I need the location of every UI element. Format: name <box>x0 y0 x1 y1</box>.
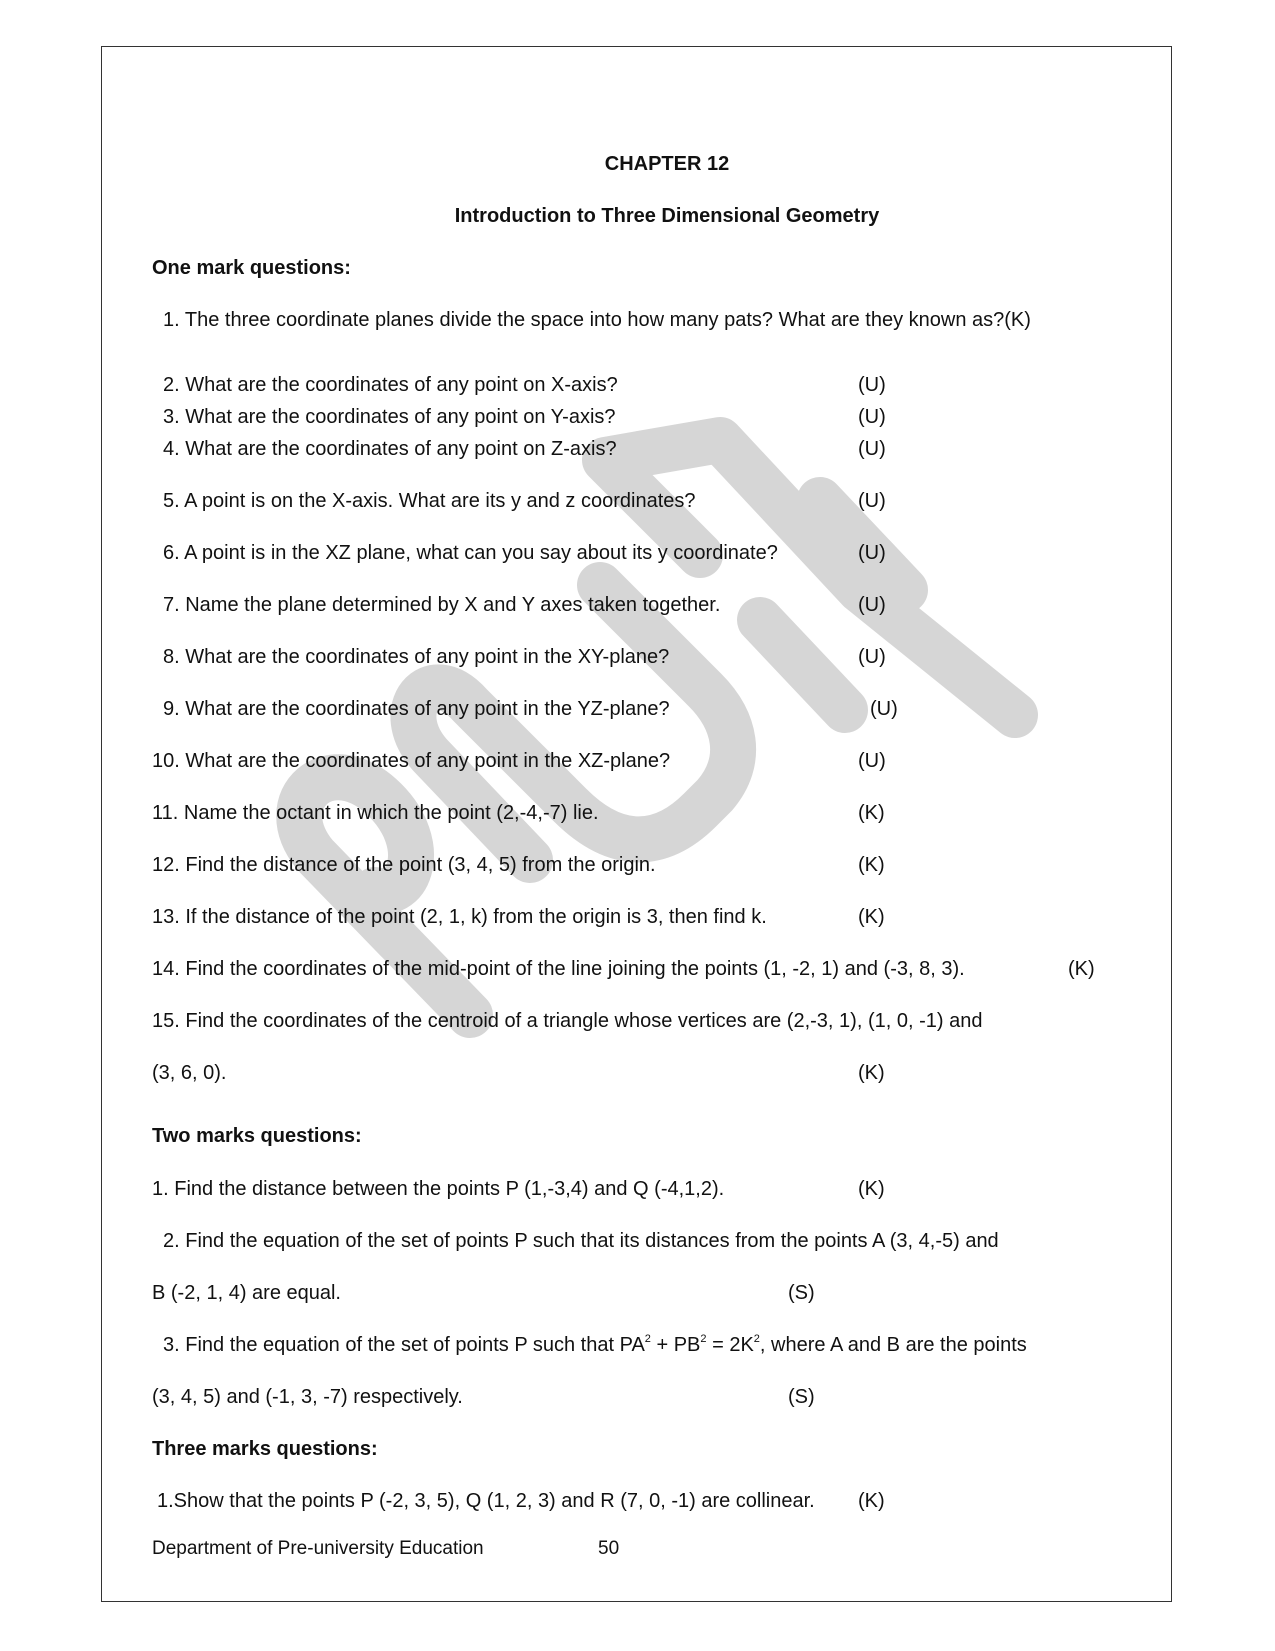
one-mark-question: 11. Name the octant in which the point (2,-4,-7) lie. <box>152 802 599 824</box>
one-mark-question: 3. What are the coordinates of any point on Y-axis? <box>163 406 616 428</box>
two-mark-question-1: 1. Find the distance between the points P (1,-3,4) and Q (-4,1,2). <box>152 1178 725 1200</box>
two-mark-question-1-tag: (K) <box>858 1178 885 1200</box>
footer-department: Department of Pre-university Education <box>152 1538 484 1559</box>
two-mark-question-3-tag: (S) <box>788 1386 815 1408</box>
one-mark-question: 4. What are the coordinates of any point on Z-axis? <box>163 438 617 460</box>
chapter-title: Introduction to Three Dimensional Geometry <box>454 205 880 227</box>
footer-page-number: 50 <box>598 1538 620 1559</box>
one-mark-question: 2. What are the coordinates of any point on X-axis? <box>163 374 618 396</box>
one-mark-question-tag: (U) <box>858 646 886 668</box>
one-mark-question-tag: (K) <box>1068 958 1095 980</box>
three-mark-question-1-tag: (K) <box>858 1490 885 1512</box>
two-mark-question-3-cont: (3, 4, 5) and (-1, 3, -7) respectively. <box>152 1386 463 1408</box>
section-two-marks: Two marks questions: <box>152 1125 362 1147</box>
one-mark-question-tag: (U) <box>870 698 898 720</box>
one-mark-question: 8. What are the coordinates of any point in the XY-plane? <box>163 646 670 668</box>
two-mark-question-2: 2. Find the equation of the set of points P such that its distances from the points A (3, 4,-5) and <box>163 1230 999 1252</box>
section-three-marks: Three marks questions: <box>152 1438 378 1460</box>
one-mark-question-tag: (K) <box>858 1062 885 1084</box>
two-mark-question-3: 3. Find the equation of the set of points P such that $PA^2 + PB^2 = 2K^2$, where A and B are the points <box>163 1333 1027 1356</box>
one-mark-question: 12. Find the distance of the point (3, 4, 5) from the origin. <box>152 854 656 876</box>
one-mark-question-tag: (U) <box>858 594 886 616</box>
one-mark-question: 14. Find the coordinates of the mid-point of the line joining the points (1, -2, 1) and (-3, 8, 3). <box>152 958 965 980</box>
one-mark-question: 6. A point is in the XZ plane, what can you say about its y coordinate? <box>163 542 778 564</box>
one-mark-question: 13. If the distance of the point (2, 1, k) from the origin is 3, then find k. <box>152 906 767 928</box>
one-mark-question-tag: (U) <box>858 490 886 512</box>
section-one-mark: One mark questions: <box>152 257 351 279</box>
two-mark-question-2-tag: (S) <box>788 1282 815 1304</box>
one-mark-question: 15. Find the coordinates of the centroid of a triangle whose vertices are (2,-3, 1), (1, 0, -1) and <box>152 1010 983 1032</box>
one-mark-question-tag: (U) <box>858 406 886 428</box>
one-mark-question: (3, 6, 0). <box>152 1062 227 1084</box>
one-mark-question-tag: (U) <box>858 750 886 772</box>
one-mark-question: 5. A point is on the X-axis. What are its y and z coordinates? <box>163 490 696 512</box>
one-mark-question: 9. What are the coordinates of any point in the YZ-plane? <box>163 698 670 720</box>
one-mark-question: 1. The three coordinate planes divide the space into how many pats? What are they known as?(K) <box>163 309 1031 331</box>
one-mark-question-tag: (K) <box>858 854 885 876</box>
one-mark-question-tag: (U) <box>858 438 886 460</box>
one-mark-question-tag: (U) <box>858 542 886 564</box>
one-mark-question-tag: (K) <box>858 802 885 824</box>
one-mark-question: 10. What are the coordinates of any point in the XZ-plane? <box>152 750 671 772</box>
three-mark-question-1: 1.Show that the points P (-2, 3, 5), Q (1, 2, 3) and R (7, 0, -1) are collinear. <box>157 1490 815 1512</box>
one-mark-question: 7. Name the plane determined by X and Y axes taken together. <box>163 594 721 616</box>
chapter-heading: CHAPTER 12 <box>604 153 730 175</box>
one-mark-question-tag: (K) <box>858 906 885 928</box>
one-mark-question-tag: (U) <box>858 374 886 396</box>
two-mark-question-2-cont: B (-2, 1, 4) are equal. <box>152 1282 341 1304</box>
